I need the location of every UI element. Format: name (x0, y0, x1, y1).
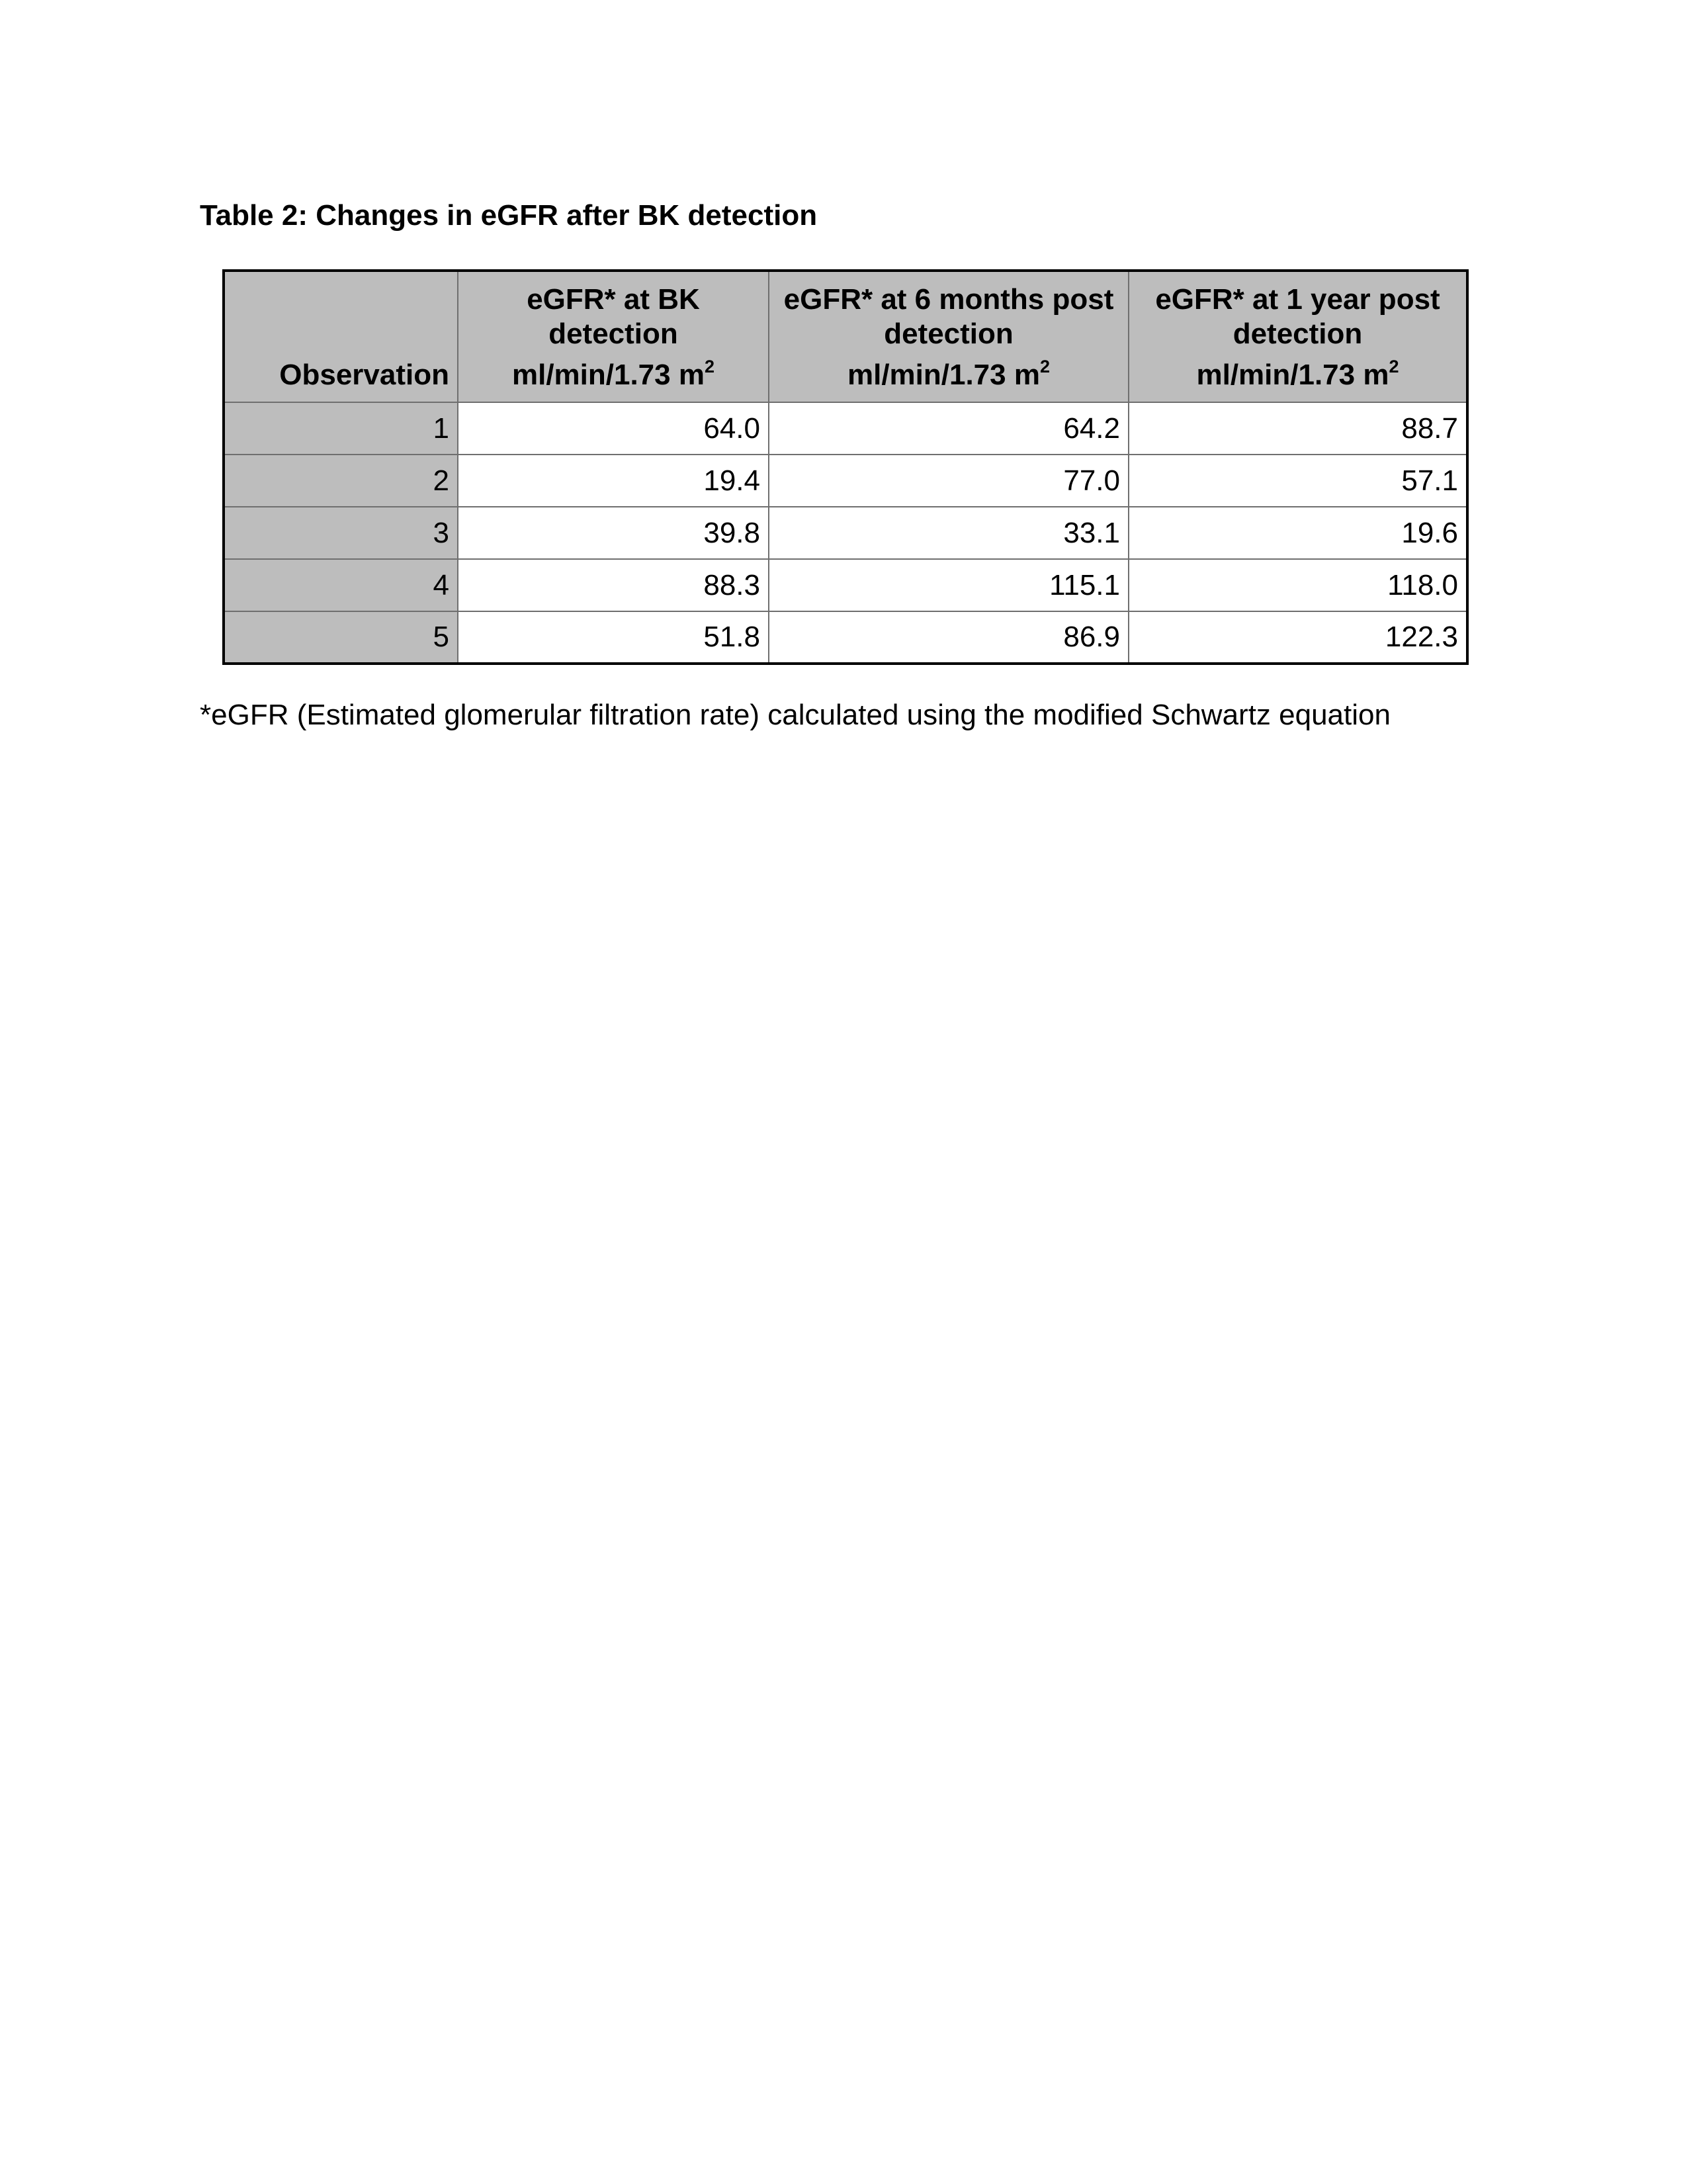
egfr-1-year-cell: 88.7 (1129, 402, 1467, 455)
egfr-1-year-cell: 57.1 (1129, 455, 1467, 507)
unit-superscript: 2 (1039, 357, 1051, 376)
observation-cell: 2 (224, 455, 458, 507)
egfr-bk-cell: 39.8 (458, 507, 769, 559)
header-egfr-6-months (769, 271, 1129, 402)
egfr-bk-cell: 64.0 (458, 402, 769, 455)
observation-cell: 5 (224, 611, 458, 664)
egfr-bk-cell: 19.4 (458, 455, 769, 507)
observation-cell: 1 (224, 402, 458, 455)
table-row (224, 611, 1467, 664)
egfr-1-year-cell: 19.6 (1129, 507, 1467, 559)
egfr-6-months-cell: 77.0 (769, 455, 1129, 507)
egfr-6-months-cell: 33.1 (769, 507, 1129, 559)
egfr-1-year-cell: 118.0 (1129, 559, 1467, 611)
header-egfr-6-months-unit (777, 358, 1120, 392)
header-egfr-6-months-title: eGFR* at 6 months post detection (783, 283, 1114, 350)
header-egfr-bk-detection-unit (466, 358, 760, 392)
table-caption: Table 2: Changes in eGFR after BK detection (200, 199, 818, 232)
observation-cell: 4 (224, 559, 458, 611)
unit-text: ml/min/1.73 m (511, 359, 705, 391)
table-row (224, 402, 1467, 455)
table-row (224, 559, 1467, 611)
egfr-table (222, 269, 1469, 665)
table-footnote: *eGFR (Estimated glomerular filtration rate) calculated using the modified Schwartz equation (200, 699, 1391, 731)
egfr-bk-cell: 51.8 (458, 611, 769, 664)
table-row (224, 507, 1467, 559)
header-observation-label: Observation (279, 359, 449, 391)
egfr-1-year-cell: 122.3 (1129, 611, 1467, 664)
header-egfr-1-year-title: eGFR* at 1 year post detection (1155, 283, 1440, 350)
header-egfr-1-year (1129, 271, 1467, 402)
header-egfr-bk-detection-title: eGFR* at BK detection (527, 283, 700, 350)
egfr-bk-cell: 88.3 (458, 559, 769, 611)
table-row (224, 455, 1467, 507)
unit-text: ml/min/1.73 m (847, 359, 1040, 391)
header-row (224, 271, 1467, 402)
egfr-6-months-cell: 86.9 (769, 611, 1129, 664)
egfr-6-months-cell: 115.1 (769, 559, 1129, 611)
header-egfr-1-year-unit (1137, 358, 1458, 392)
unit-superscript: 2 (1389, 357, 1399, 376)
egfr-6-months-cell: 64.2 (769, 402, 1129, 455)
unit-text: ml/min/1.73 m (1196, 359, 1389, 391)
header-egfr-bk-detection (458, 271, 769, 402)
header-observation (224, 271, 458, 402)
observation-cell: 3 (224, 507, 458, 559)
unit-superscript: 2 (704, 357, 715, 376)
